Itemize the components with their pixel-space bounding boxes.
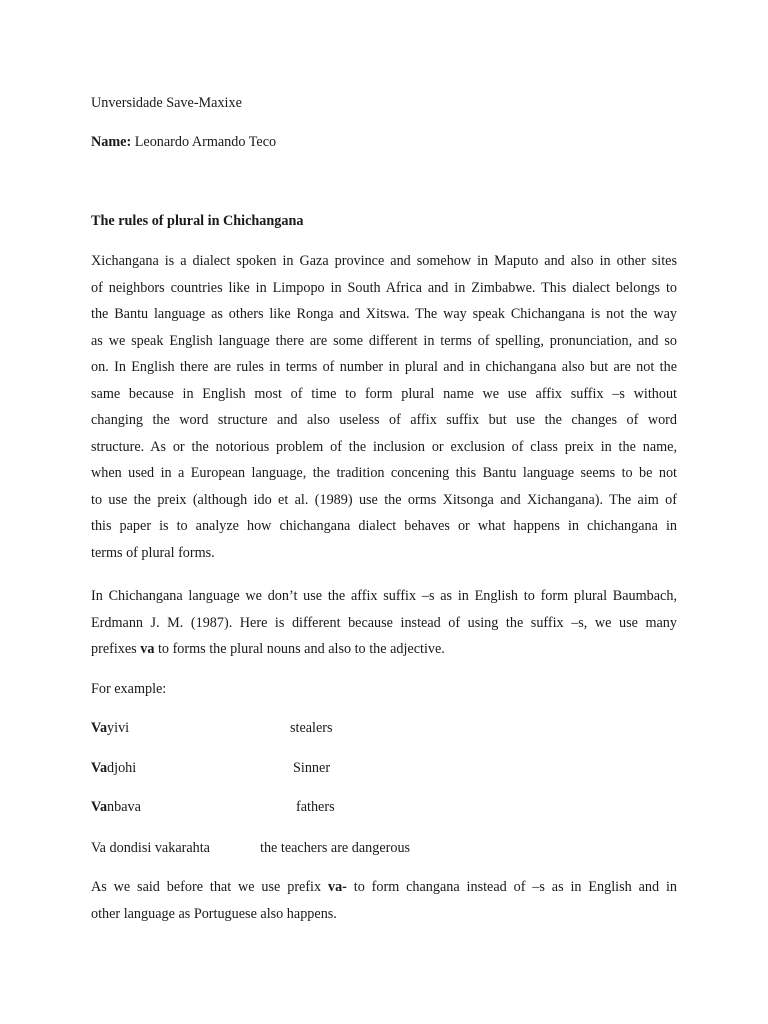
example-word bbox=[91, 719, 129, 737]
example-meaning: Sinner bbox=[293, 760, 331, 776]
bold-prefix: Va bbox=[91, 760, 108, 776]
paragraph-line: other language as Portuguese also happens. bbox=[91, 905, 337, 922]
for-example-label: For example: bbox=[91, 681, 167, 697]
paragraph-line: Erdmann J. M. (1987). Here is different because instead of using the suffix –s, we use many bbox=[91, 614, 677, 631]
example-sentence: Va dondisi vakarahta bbox=[91, 840, 210, 856]
bold-prefix: Va bbox=[91, 720, 108, 736]
text-run: As we said before that we use prefix bbox=[91, 879, 328, 895]
example-word bbox=[91, 759, 136, 777]
paragraph-line bbox=[91, 640, 677, 667]
example-word bbox=[91, 798, 141, 816]
name-label: Name: bbox=[91, 134, 132, 150]
paragraph-conclusion bbox=[91, 878, 677, 931]
example-meaning: fathers bbox=[296, 799, 335, 815]
student-name-line bbox=[91, 133, 276, 151]
example-meaning: stealers bbox=[290, 720, 333, 736]
university-name: Unversidade Save-Maxixe bbox=[91, 95, 242, 111]
paragraph-line: In Chichangana language we don’t use the affix suffix –s as in English to form plural Baumbach, bbox=[91, 588, 677, 604]
text-run: prefixes bbox=[91, 641, 141, 657]
bold-prefix: Va bbox=[91, 799, 108, 815]
paragraph-line: changing the word structure and also useless of affix suffix but use the changes of word bbox=[91, 412, 677, 428]
text-run: to form changana instead of –s as in English and in bbox=[346, 879, 677, 895]
paragraph-line: terms of plural forms. bbox=[91, 544, 215, 561]
paragraph-line: on. In English there are rules in terms of number in plural and in chichangana also but are not the bbox=[91, 359, 677, 375]
paragraph-line: same because in English most of time to form plural name we use affix suffix –s without bbox=[91, 385, 677, 402]
paragraph-line: the Bantu language as others like Ronga and Xitswa. The way speak Chichangana is not the way bbox=[91, 306, 677, 322]
bold-prefix: va bbox=[140, 641, 155, 657]
paragraph-line: Xichangana is a dialect spoken in Gaza province and somehow in Maputo and also in other sites bbox=[91, 253, 677, 269]
paragraph-suffix bbox=[91, 587, 677, 667]
paragraph-line bbox=[91, 878, 677, 905]
bold-prefix: va- bbox=[327, 879, 347, 895]
paragraph-line: when used in a European language, the tradition concening this Bantu language seems to be not bbox=[91, 465, 677, 481]
paragraph-line: this paper is to analyze how chichangana dialect behaves or what happens in chichangana in bbox=[91, 518, 677, 534]
document-title: The rules of plural in Chichangana bbox=[91, 213, 304, 229]
paragraph-line: to use the preix (although ido et al. (1989) use the orms Xitsonga and Xichangana). The aim of bbox=[91, 491, 677, 508]
paragraph-line: structure. As or the notorious problem of the inclusion or exclusion of class preix in the name, bbox=[91, 438, 677, 455]
name-value: Leonardo Armando Teco bbox=[134, 134, 277, 150]
example-sentence-meaning: the teachers are dangerous bbox=[260, 840, 411, 856]
word-stem: nbava bbox=[107, 799, 141, 815]
text-run: to forms the plural nouns and also to the adjective. bbox=[154, 641, 445, 657]
paragraph-line: as we speak English language there are some different in terms of spelling, pronunciation, and so bbox=[91, 332, 677, 349]
word-stem: djohi bbox=[107, 760, 137, 776]
paragraph-line: of neighbors countries like in Limpopo in South Africa and in Zimbabwe. This dialect belongs to bbox=[91, 279, 677, 296]
word-stem: yivi bbox=[107, 720, 130, 736]
paragraph-intro bbox=[91, 252, 677, 570]
